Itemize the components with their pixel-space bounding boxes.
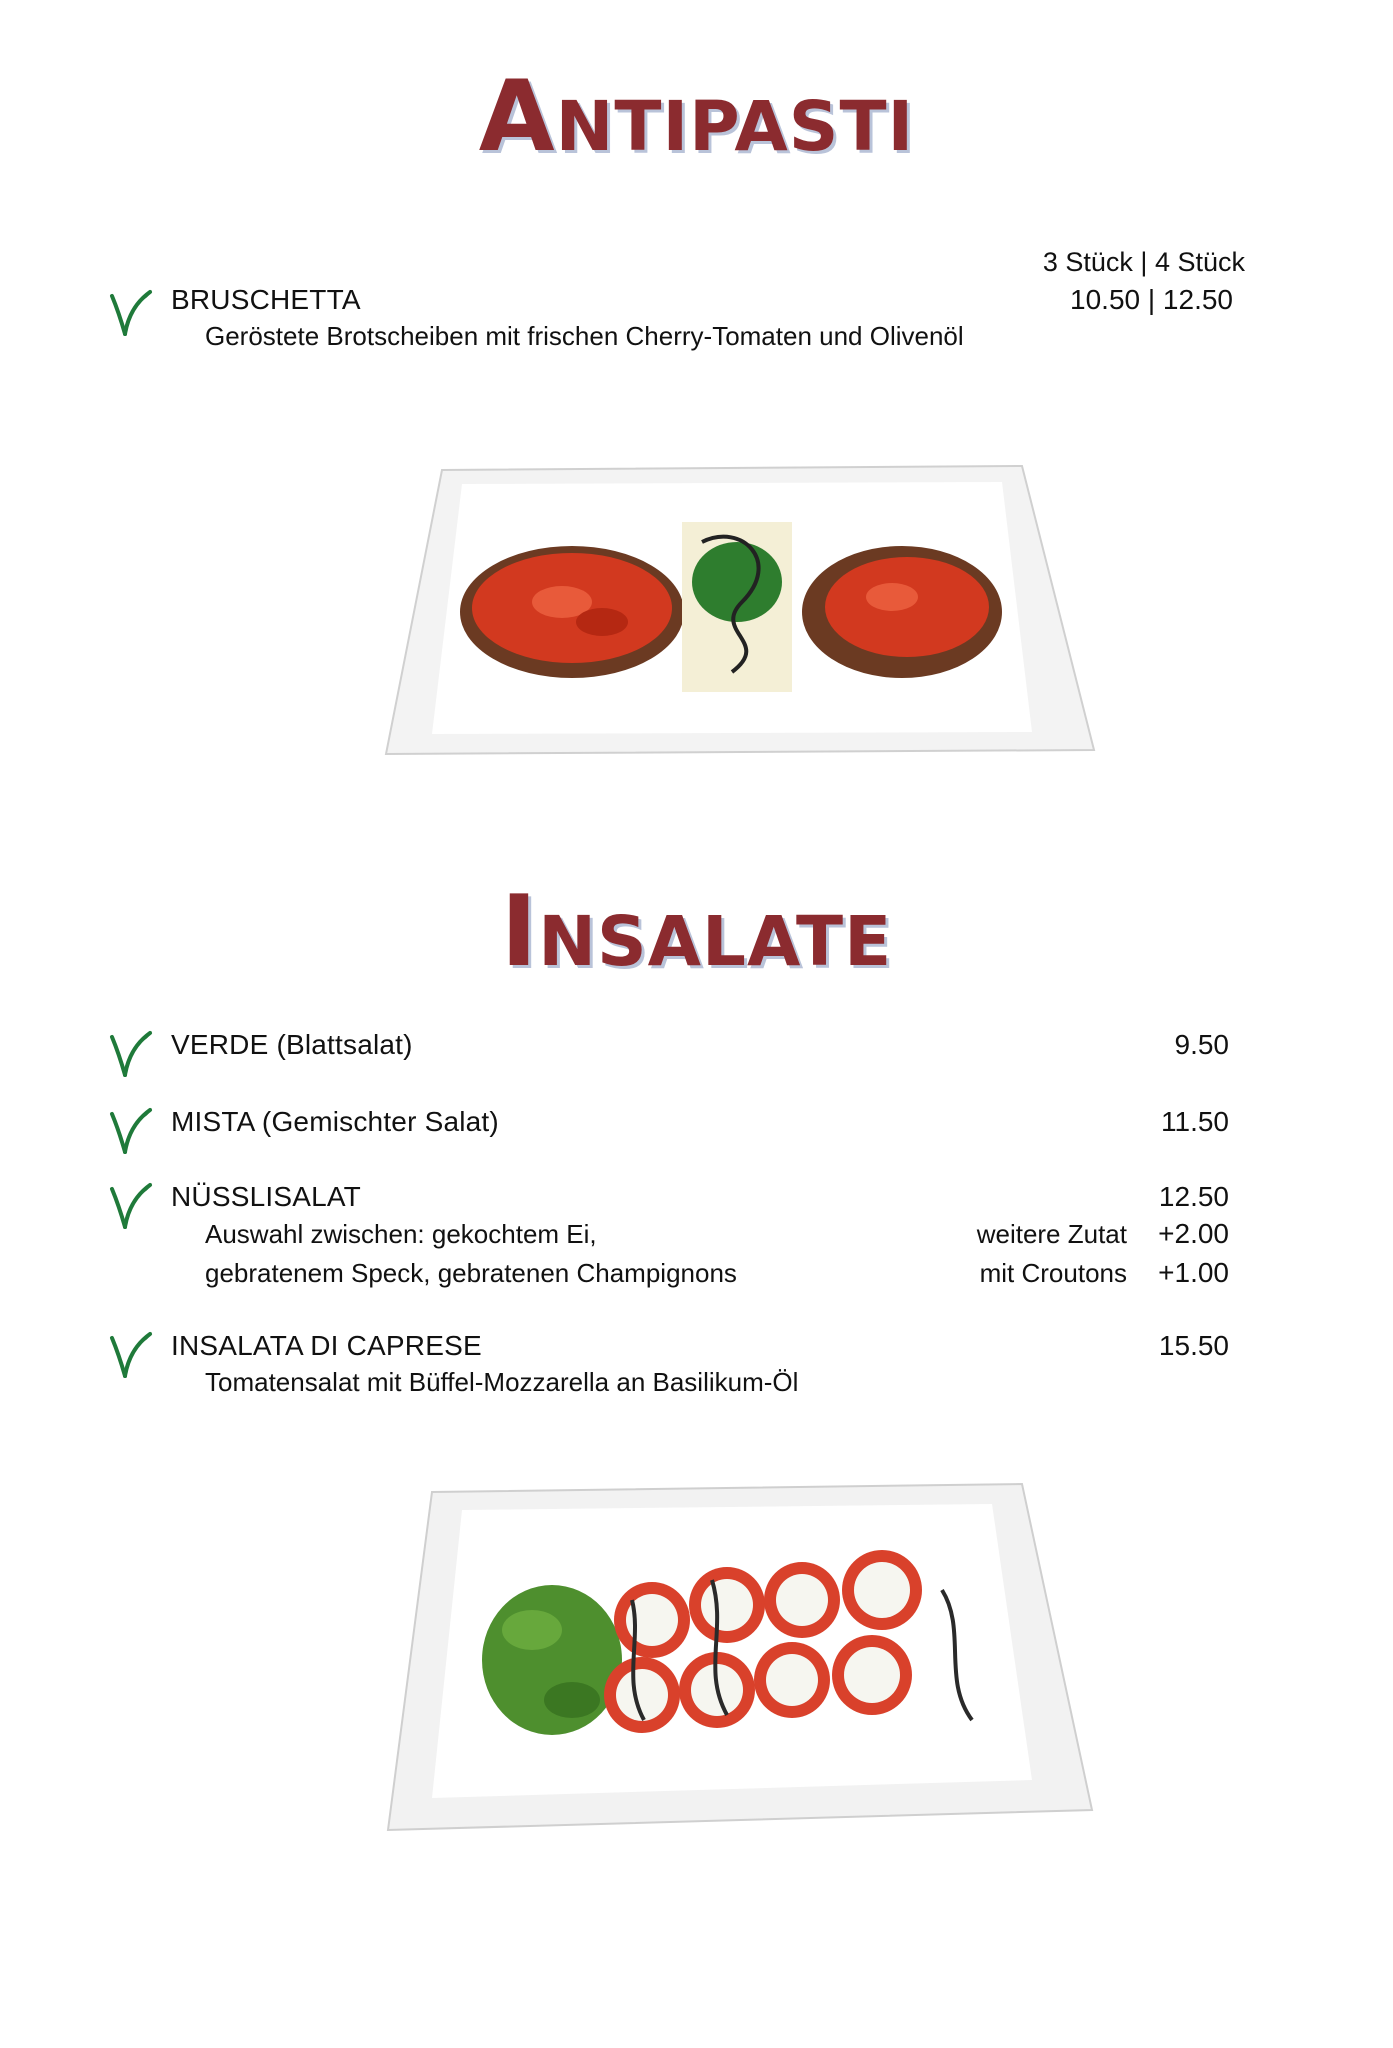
item-description-line-2: gebratenem Speck, gebratenen Champignons <box>205 1258 737 1288</box>
item-price: 12.50 <box>1158 1181 1229 1212</box>
item-price: 10.50 | 12.50 <box>1070 284 1233 315</box>
item-name-sub: (Blattsalat) <box>276 1029 413 1060</box>
extra-price-ingredient: +2.00 <box>1158 1218 1229 1249</box>
item-name: BRUSCHETTA <box>171 284 361 315</box>
item-description: Tomatensalat mit Büffel-Mozzarella an Basilikum-Öl <box>205 1367 799 1397</box>
vegetarian-icon <box>108 1179 154 1235</box>
extra-price-croutons: +1.00 <box>1158 1257 1229 1288</box>
bruschetta-plate-photo <box>382 462 1102 762</box>
extra-label-croutons: mit Croutons <box>979 1258 1127 1288</box>
item-name: NÜSSLISALAT <box>171 1181 361 1212</box>
section-title-insalate: Insalate <box>500 875 893 989</box>
item-price: 15.50 <box>1158 1330 1229 1361</box>
extra-label-ingredient: weitere Zutat <box>976 1219 1127 1249</box>
section-title-antipasti: Antipasti <box>478 60 915 174</box>
item-description: Geröstete Brotscheiben mit frischen Cherry-Tomaten und Olivenöl <box>205 321 964 351</box>
item-price: 9.50 <box>1174 1029 1229 1060</box>
caprese-plate-photo <box>382 1480 1102 1840</box>
item-name: INSALATA DI CAPRESE <box>171 1330 482 1361</box>
item-price: 11.50 <box>1161 1106 1229 1137</box>
item-description-line-1: Auswahl zwischen: gekochtem Ei, <box>205 1219 597 1249</box>
vegetarian-icon <box>108 1328 154 1384</box>
portion-sizes-header: 3 Stück | 4 Stück <box>1042 247 1245 277</box>
vegetarian-icon <box>108 286 154 342</box>
item-name <box>171 1106 499 1138</box>
item-name-main: MISTA <box>171 1106 254 1137</box>
item-name <box>171 1029 413 1061</box>
item-name-main: VERDE <box>171 1029 269 1060</box>
vegetarian-icon <box>108 1104 154 1160</box>
vegetarian-icon <box>108 1027 154 1083</box>
item-name-sub: (Gemischter Salat) <box>261 1106 499 1137</box>
